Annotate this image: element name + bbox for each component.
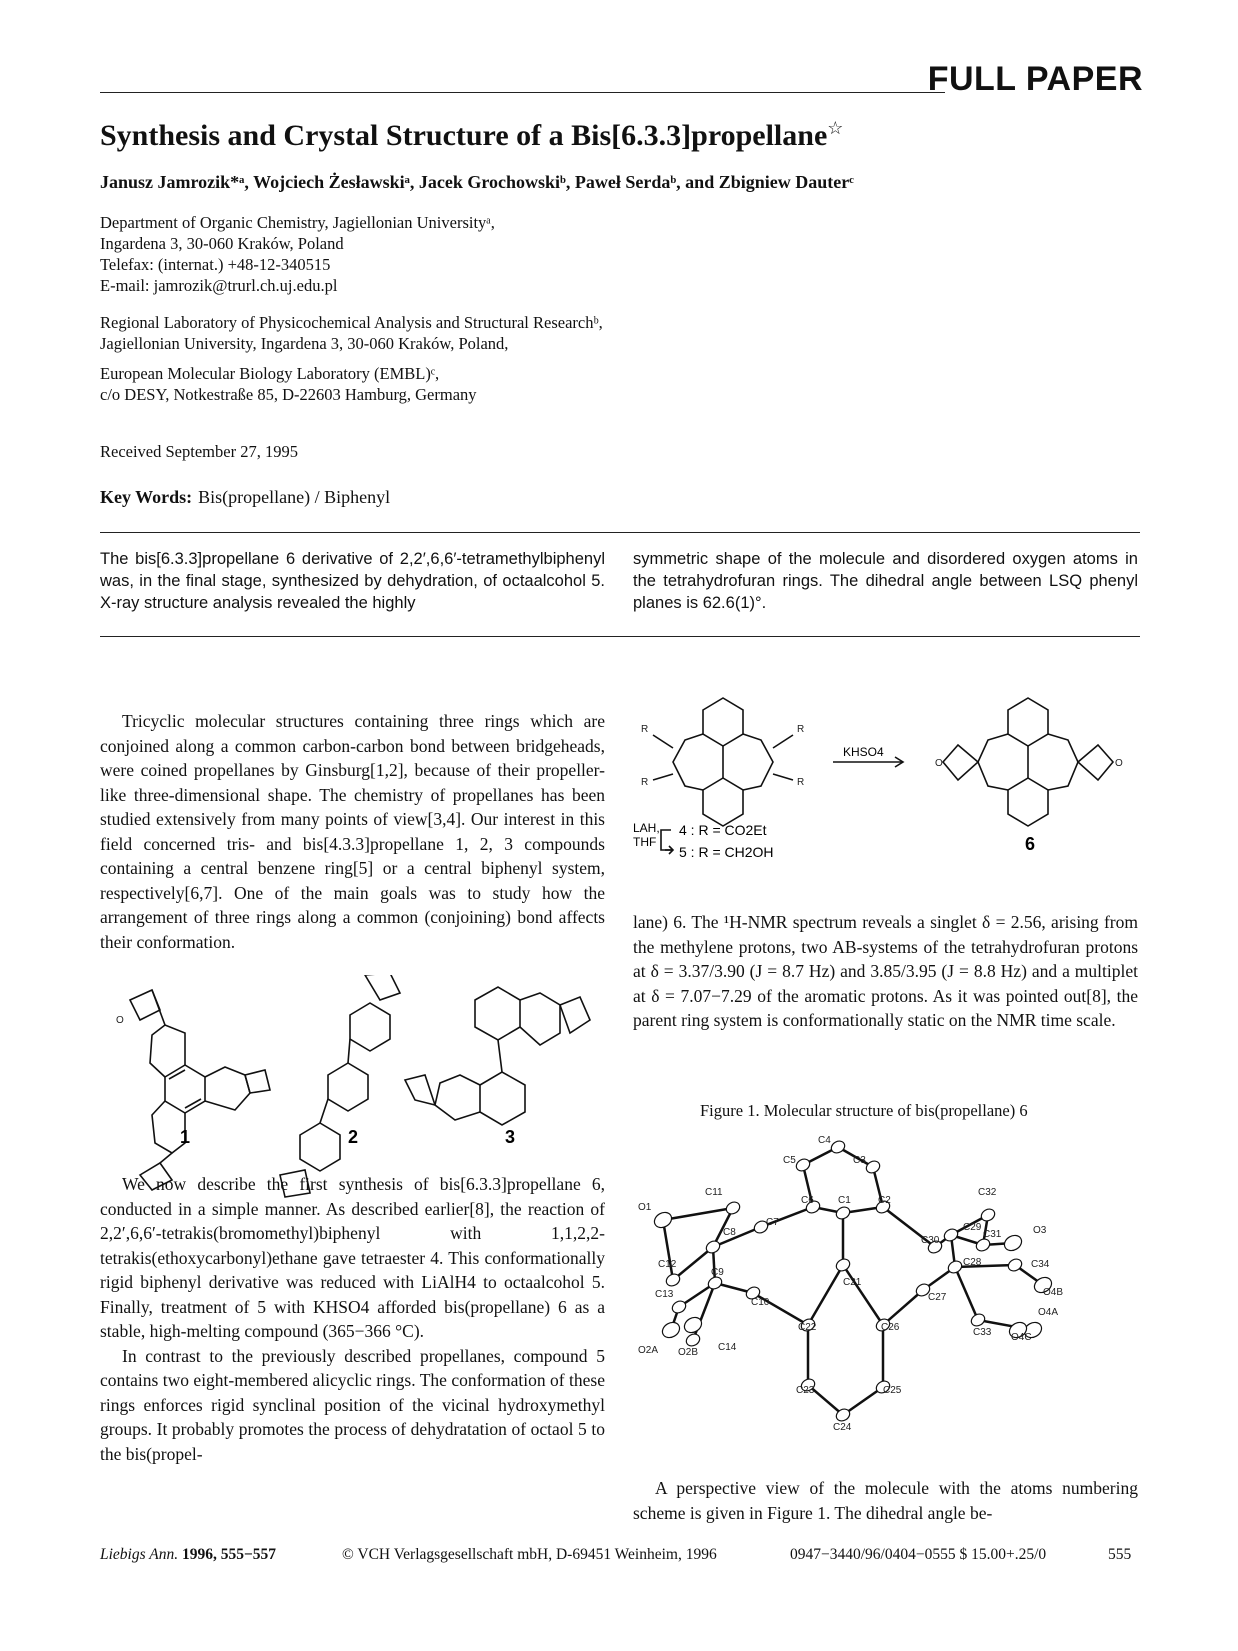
atom-label: C14 (718, 1342, 737, 1353)
compound-number: 2 (348, 1127, 359, 1147)
bond-C26-C27 (883, 1290, 923, 1325)
atom-label: C5 (783, 1155, 796, 1166)
author-list: Janusz Jamrozik*ᵃ, Wojciech Żesławskiᵃ, Jacek Grochowskiᵇ, Paweł Serdaᵇ, and Zbigniew Dauterᶜ (100, 172, 854, 192)
atom-label: O4A (1038, 1307, 1059, 1318)
atom-label: C23 (796, 1385, 815, 1396)
atom-C5 (794, 1157, 812, 1174)
abstract-right: symmetric shape of the molecule and disordered oxygen atoms in the tetrahydrofuran rings. The dihedral angle between LSQ phenyl planes is 62.6(1)°. (633, 550, 1138, 612)
bond-C21-C26 (843, 1265, 883, 1325)
keywords-label: Key Words: (100, 487, 193, 507)
bond-C11-O1 (663, 1208, 733, 1220)
atom-label: C34 (1031, 1259, 1050, 1270)
atom-C32 (979, 1207, 997, 1224)
compound-4-definition: 4 : R = CO2Et (679, 822, 767, 838)
compounds-figure (100, 975, 620, 1205)
bond-C12-C8 (673, 1247, 713, 1280)
page-number: 555 (1108, 1546, 1132, 1563)
r-label: R (797, 777, 805, 788)
atom-label: C22 (798, 1322, 817, 1333)
atom-C13 (670, 1299, 688, 1316)
affiliation-line: Ingardena 3, 30-060 Kraków, Poland (100, 234, 344, 253)
atom-label: O2B (678, 1347, 699, 1358)
atom-label: C8 (723, 1227, 736, 1238)
body-left-bottom (100, 1172, 605, 1466)
body-left-top (100, 709, 605, 954)
abstract-top-rule (100, 532, 1140, 533)
compound-5-definition: 5 : R = CH2OH (679, 844, 774, 860)
atom-label: C30 (921, 1235, 940, 1246)
atom-label: O1 (638, 1202, 652, 1213)
atom-label: C3 (853, 1155, 866, 1166)
paragraph: In contrast to the previously described propellanes, compound 5 contains two eight-membered alicyclic rings. The conformation of these rings enforces rigid synclinal position of the vicinal hydroxymethyl groups. It probably promotes the process of dehydratation of octaol 5 to the bis(propel- (100, 1345, 605, 1464)
oxygen-label: O (116, 1015, 124, 1026)
atom-C11 (724, 1200, 742, 1217)
affiliation-line: Telefax: (internat.) +48-12-340515 (100, 255, 331, 274)
atom-O2A (660, 1319, 683, 1340)
atom-label: C21 (843, 1277, 862, 1288)
thf-label: THF (633, 835, 657, 849)
affiliation-line: Regional Laboratory of Physicochemical Analysis and Structural Researchᵇ, (100, 313, 603, 332)
atom-label: C32 (978, 1187, 997, 1198)
atom-label: O3 (1033, 1225, 1047, 1236)
body-right-bottom (633, 1476, 1138, 1525)
r-label: R (641, 777, 649, 788)
atom-label: C2 (878, 1195, 891, 1206)
oxygen-label: O (1115, 758, 1123, 769)
atom-label: C11 (705, 1187, 723, 1198)
compound-number: 3 (505, 1127, 516, 1147)
affiliation-line: Department of Organic Chemistry, Jagiellonian Universityᵃ, (100, 213, 495, 232)
footer-citation (100, 1546, 276, 1564)
journal-name: Liebigs Ann. (100, 1546, 179, 1563)
paper-title (100, 118, 843, 153)
figure-caption: Figure 1. Molecular structure of bis(propellane) 6 (700, 1101, 1028, 1120)
affiliation-line: European Molecular Biology Laboratory (EMBL)ᶜ, (100, 364, 440, 383)
affiliation-c (100, 363, 477, 405)
affiliation-line: E-mail: jamrozik@trurl.ch.uj.edu.pl (100, 276, 338, 295)
r-label: R (797, 724, 805, 735)
atom-label: C10 (751, 1297, 770, 1308)
paragraph: A perspective view of the molecule with the atoms numbering scheme is given in Figure 1. The dihedral angle be- (633, 1478, 1138, 1523)
atom-label: O4C (1011, 1332, 1032, 1343)
atom-label: C25 (883, 1385, 902, 1396)
title-mark: ☆ (827, 118, 844, 138)
compound-number: 1 (180, 1127, 191, 1147)
atom-label: C27 (928, 1292, 947, 1303)
reaction-scheme (633, 690, 1138, 910)
abstract-left: The bis[6.3.3]propellane 6 derivative of 2,2′,6,6′-tetramethylbiphenyl was, in the final stage, synthesized by dehydration, of octaalcohol 5. X-ray structure analysis revealed the highly (100, 550, 605, 612)
atom-label: C4 (818, 1135, 831, 1146)
atom-label: C1 (838, 1195, 851, 1206)
atom-C21 (834, 1257, 852, 1274)
atom-label: O2A (638, 1345, 659, 1356)
atom-O3 (1002, 1232, 1025, 1253)
reagent-label: KHSO4 (843, 745, 884, 759)
atom-label: C7 (766, 1217, 779, 1228)
header-rule (100, 92, 945, 93)
atom-C4 (829, 1139, 847, 1156)
journal-year-pages: 1996, 555−557 (181, 1546, 277, 1563)
atom-label: C24 (833, 1422, 852, 1433)
bond-C28-C33 (955, 1267, 978, 1320)
atom-label: C28 (963, 1257, 982, 1268)
title-text: Synthesis and Crystal Structure of a Bis[6.3.3]propellane (100, 119, 828, 152)
keywords (100, 487, 390, 508)
abstract-bottom-rule (100, 636, 1140, 637)
body-right-top (633, 910, 1138, 1033)
atom-label: C33 (973, 1327, 992, 1338)
paragraph: Tricyclic molecular structures containing three rings which are conjoined along a common carbon-carbon bond between bridgeheads, were coined propellanes by Ginsburg[1,2], because of their propeller-like three-dimensional shape. The chemistry of propellanes has been studied extensively from many points of view[3,4]. Our interest in this field concerned tris- and bis[4.3.3]propellane 1, 2, 3 compounds containing a central benzene ring[5] or a central biphenyl system, respectively[6,7]. One of the main goals was to study how the arrangement of three rings along a common (conjoining) bond affects their conformation. (100, 711, 605, 952)
atom-label: C9 (711, 1267, 724, 1278)
paragraph: lane) 6. The ¹H-NMR spectrum reveals a singlet δ = 2.56, arising from the methylene protons, two AB-systems of the tetrahydrofuran protons at δ = 3.37/3.90 (J = 8.7 Hz) and 3.85/3.95 (J = 8.8 Hz) and a multiplet at δ = 7.07−7.29 of the aromatic protons. As it was pointed out[8], the parent ring system is conformationally static on the NMR time scale. (633, 912, 1138, 1030)
lah-label: LAH, (633, 821, 660, 835)
atom-label: C12 (658, 1259, 677, 1270)
atom-C3 (864, 1159, 882, 1176)
affiliation-b (100, 312, 603, 354)
figure-1 (633, 1125, 1138, 1475)
oxygen-label: O (935, 758, 943, 769)
atom-C14 (684, 1332, 702, 1349)
keywords-value: Bis(propellane) / Biphenyl (198, 487, 391, 507)
footer-code: 0947−3440/96/0404−0555 $ 15.00+.25/0 (790, 1546, 1047, 1563)
affiliation-a (100, 212, 495, 296)
atom-label: C26 (881, 1322, 900, 1333)
atom-O1 (652, 1209, 675, 1230)
atom-C1 (834, 1205, 852, 1222)
footer-publisher: © VCH Verlagsgesellschaft mbH, D-69451 Weinheim, 1996 (342, 1546, 717, 1563)
atom-label: C29 (963, 1222, 982, 1233)
atom-C33 (969, 1312, 987, 1329)
atom-label: C13 (655, 1289, 674, 1300)
atom-label: C6 (801, 1195, 814, 1206)
atom-label: O4B (1043, 1287, 1064, 1298)
bond-C7-C8 (713, 1227, 761, 1247)
affiliation-line: c/o DESY, Notkestraße 85, D-22603 Hamburg, Germany (100, 385, 477, 404)
bond-C21-C22 (808, 1265, 843, 1325)
section-label: FULL PAPER (927, 60, 1143, 98)
compound-number: 6 (1025, 834, 1036, 854)
bond-O1-C12 (663, 1220, 673, 1280)
r-label: R (641, 724, 649, 735)
received-date: Received September 27, 1995 (100, 442, 298, 461)
affiliation-line: Jagiellonian University, Ingardena 3, 30-060 Kraków, Poland, (100, 334, 509, 353)
atom-label: C31 (983, 1229, 1002, 1240)
paragraph: We now describe the first synthesis of bis[6.3.3]propellane 6, conducted in a simple manner. As described earlier[8], the reaction of 2,2′,6,6′-tetrakis(bromomethyl)biphenyl with 1,1,2,2-tetrakis(ethoxycarbonyl)ethane gave tetraester 4. This conformationally rigid biphenyl derivative was reduced with LiAlH4 to octaalcohol 5. Finally, treatment of 5 with KHSO4 afforded bis(propellane) 6 as a stable, high-melting compound (365−366 °C). (100, 1174, 605, 1341)
